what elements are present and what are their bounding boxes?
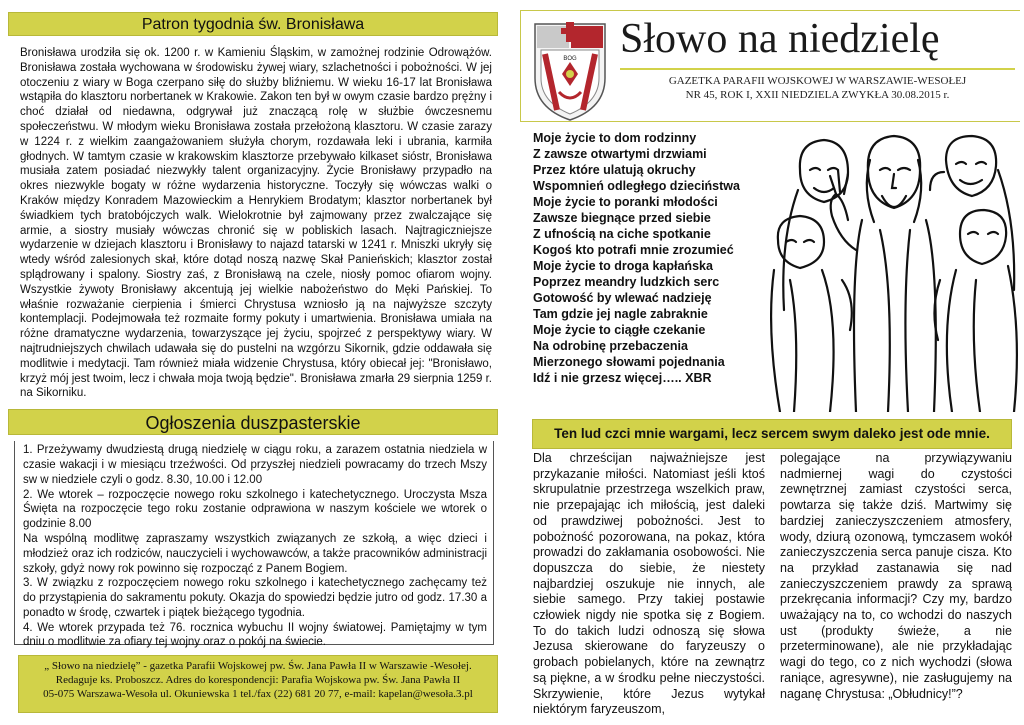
poem-line: Moje życie to ciągłe czekanie: [533, 323, 706, 337]
poem-line: Mierzonego słowami pojednania: [533, 355, 725, 369]
reflection-column-left: Dla chrześcijan najważniejsze jest przykazanie miłości. Natomiast jeśli ktoś skrupulatnie przestrzega wszelkich praw, nie przepajając ich miłością, jest daleki od prawdziwej pobożności. Jest to pobożność pozorowana, na pokaz, która prowadzi do zakłamania osobowości. Nie dopuszcza do siebie, że niestety najbardziej oszukuje nie innych, ale siebie samego. Przy takiej postawie człowiek nigdy nie spotka się z Bogiem. To do takich ludzi odnoszą się słowa Jezusa skierowane do faryzeuszy o grobach pobielanych, które na zewnątrz są piękne, a w środku pełne nieczystości. Skrzywienie, które Jezus wytykał niektórym faryzeuszom,: [533, 451, 765, 717]
left-page: [8, 12, 498, 649]
announcement-item: 4. We wtorek przypada też 76. rocznica wybuchu II wojny światowej. Pamiętajmy w tym dniu o modlitwie za ofiary tej wojny oraz o pokój na świecie.: [23, 621, 487, 649]
announcements-heading: Ogłoszenia duszpasterskie: [8, 409, 498, 435]
poem-line: Poprzez meandry ludzkich serc: [533, 275, 720, 289]
poem-line: Kogoś kto potrafi mnie zrozumieć: [533, 243, 734, 257]
poem-line: Moje życie to dom rodzinny: [533, 131, 697, 145]
poem-line: Idź i nie grzesz więcej….. XBR: [533, 371, 712, 385]
poem-line: Na odrobinę przebaczenia: [533, 339, 688, 353]
announcement-item: 2. We wtorek – rozpoczęcie nowego roku szkolnego i katechetycznego. Uroczysta Msza Święta na rozpoczęcie tego roku zostanie odprawiona w naszym kościele we wtorek o godzinie 8.00: [23, 488, 487, 531]
announcements-list: [14, 441, 494, 649]
parish-crest-logo: [531, 20, 609, 122]
patron-biography: Bronisława urodziła się ok. 1200 r. w Kamieniu Śląskim, w zamożnej rodzinie Odrowążów. Bronisława została wychowana w środowisku żywej wiary, szlachetności i pobożności. W jej otoczeniu z wiary w Boga czerpano siłę do służby bliźniemu. W wieku 16-17 lat Bronisława wstąpiła do klasztoru norbertanek w Krakowie. Zakon ten był w owym czasie bardzo prężny i choć działał od niedawna, odgrywał już znaczącą rolę w służbie ówczesnemu społeczeństwu. W młodym wieku Bronisława została przełożoną klasztoru. W czasie zarazy w 1224 r. z wielkim zaangażowaniem służyła chorym, rozdawała leki i ubrania, karmiła głodnych. W tamtym czasie w krakowskim klasztorze przebywało kilkaset sióstr, Bronisława musiała zatem posiadać niezwykły talent organizacyjny. Życie Bronisławy przypadło na okres niezwykle bogaty w różne wydarzenia historyczne. Toczyły się wówczas walki o Kraków między Konradem Mazowieckim a Henrykiem Brodatym; klasztor norbertanek był świadkiem tych bratobójczych walk. Wielokrotnie był zajmowany przez zwalczające się armie, a siostry musiały wówczas chronić się w pobliskich lasach. Najtragiczniejsze wydarzenie w dziejach klasztoru i Bronisławy to najazd tatarski w 1241 r. Mniszki ukryły się wtedy wśród zalesionych skał, które dotąd noszą nazwę Skał Panieńskich; klasztor został splądrowany i spalony. Siostry zaś, z Bronisławą na czele, niosły pomoc ofiarom wojny. Wszystkie żywoty Bronisławy akcentują jej wielkie nabożeństwo do Męki Pańskiej. To właśnie rozważanie cierpienia i śmierci Chrystusa wzniosło ją na najwyższe szczyty kontemplacji. Podejmowała też rozmaite formy pokuty i umartwienia. Bronisława umiała na różne dramatyczne wydarzenia, towarzyszące jej życiu, spojrzeć z perspektywy wiary. W najtrudniejszych chwilach udawała się do pustelni na wzgórzu Sikornik, gdzie oddawała się modlitwie i medytacji. Tam również miała widzenie Chrystusa, który obiecał jej: "Bronisławo, krzyż mój jest twoim, lecz i chwała moja twoją będzie". Bronisława zmarła 29 sierpnia 1259 r. na Sikorniku.: [20, 47, 492, 400]
announcement-item: 3. W związku z rozpoczęciem nowego roku szkolnego i katechetycznego zachęcamy też do przystąpienia do sakramentu pokuty. Okazja do spowiedzi będzie jutro od godz. 17.30 a ponadto w środę, czwartek i piątek bieżącego tygodnia.: [23, 577, 487, 619]
announcement-item: Na wspólną modlitwę zapraszamy wszystkich związanych ze szkołą, a więc dzieci i młodzież oraz ich rodziców, nauczycieli i wychowawców, a także pracowników administracji szkoły, gdyż nowy rok powinno się rozpocząć z Panem Bogiem.: [23, 532, 488, 575]
poem-line: Przez które ulatują okruchy: [533, 163, 696, 177]
newsletter-subtitle: [620, 74, 1015, 102]
reflection-column-right: polegające na przywiązywaniu nadmiernej wagi do czystości zewnętrznej zamiast czystości serca, powtarza się także dziś. Martwimy się bardziej zanieczyszczeniem atmosfery, wody, dziurą ozonową, tymczasem wokół zanieczyszczenia serca panuje cisza. Kto na przykład zastanawia się nad zanieczyszczeniem prawdy za sprawą przekręcania informacji? Czy my, bardzo uważający na to, co wchodzi do naszych ust (produkty świeże, a nie przeterminowane), ale nie przykładając wagi do tego, co z nich wychodzi (słowa raniące, agresywne), nie zasługujemy na naganę Chrystusa: „Obłudnicy!”?: [780, 451, 1012, 701]
title-divider: [620, 68, 1015, 70]
subtitle-line: NR 45, ROK I, XXII NIEDZIELA ZWYKŁA 30.08.2015 r.: [685, 89, 950, 101]
poem: [533, 130, 763, 386]
gospel-quote-banner: Ten lud czci mnie wargami, lecz sercem swym daleko jest ode mnie.: [532, 419, 1012, 449]
subtitle-line: GAZETKA PARAFII WOJSKOWEJ W WARSZAWIE-WESOŁEJ: [668, 75, 967, 87]
poem-line: Z zawsze otwartymi drzwiami: [533, 147, 707, 161]
poem-line: Gotowość by wlewać nadzieję: [533, 291, 712, 305]
footer-line: „ Słowo na niedzielę” - gazetka Parafii Wojskowej pw. Św. Jana Pawła II w Warszawie -Wesołej.: [44, 660, 472, 672]
jesus-with-disciples-illustration: [770, 130, 1020, 412]
poem-line: Z ufnością na ciche spotkanie: [533, 227, 711, 241]
newsletter-title: Słowo na niedzielę: [620, 16, 940, 62]
publisher-footer: [18, 655, 498, 713]
footer-line: 05-075 Warszawa-Wesoła ul. Okuniewska 1 tel./fax (22) 681 20 77, e-mail: kapelan@wesoła.3.pl: [43, 688, 473, 700]
poem-line: Moje życie to poranki młodości: [533, 195, 718, 209]
poem-line: Zawsze biegnące przed siebie: [533, 211, 711, 225]
announcement-item: 1. Przeżywamy dwudziestą drugą niedzielę w ciągu roku, a zarazem ostatnia niedziela w czasie wakacji i w miesiącu trzeźwości. Od przyszłej niedzieli powracamy do trzech Mszy sw w niedziele czyli o godz. 8.30, 10.00 i 12.00: [23, 444, 487, 486]
crest-text: BOG: [563, 56, 577, 62]
poem-line: Wspomnień odległego dzieciństwa: [533, 179, 740, 193]
poem-line: Tam gdzie jej nagle zabraknie: [533, 307, 708, 321]
patron-heading: Patron tygodnia św. Bronisława: [8, 12, 498, 36]
footer-line: Redaguje ks. Proboszcz. Adres do korespondencji: Parafia Wojskowa pw. Św. Jana Pawła II: [55, 674, 461, 686]
poem-line: Moje życie to droga kapłańska: [533, 259, 713, 273]
